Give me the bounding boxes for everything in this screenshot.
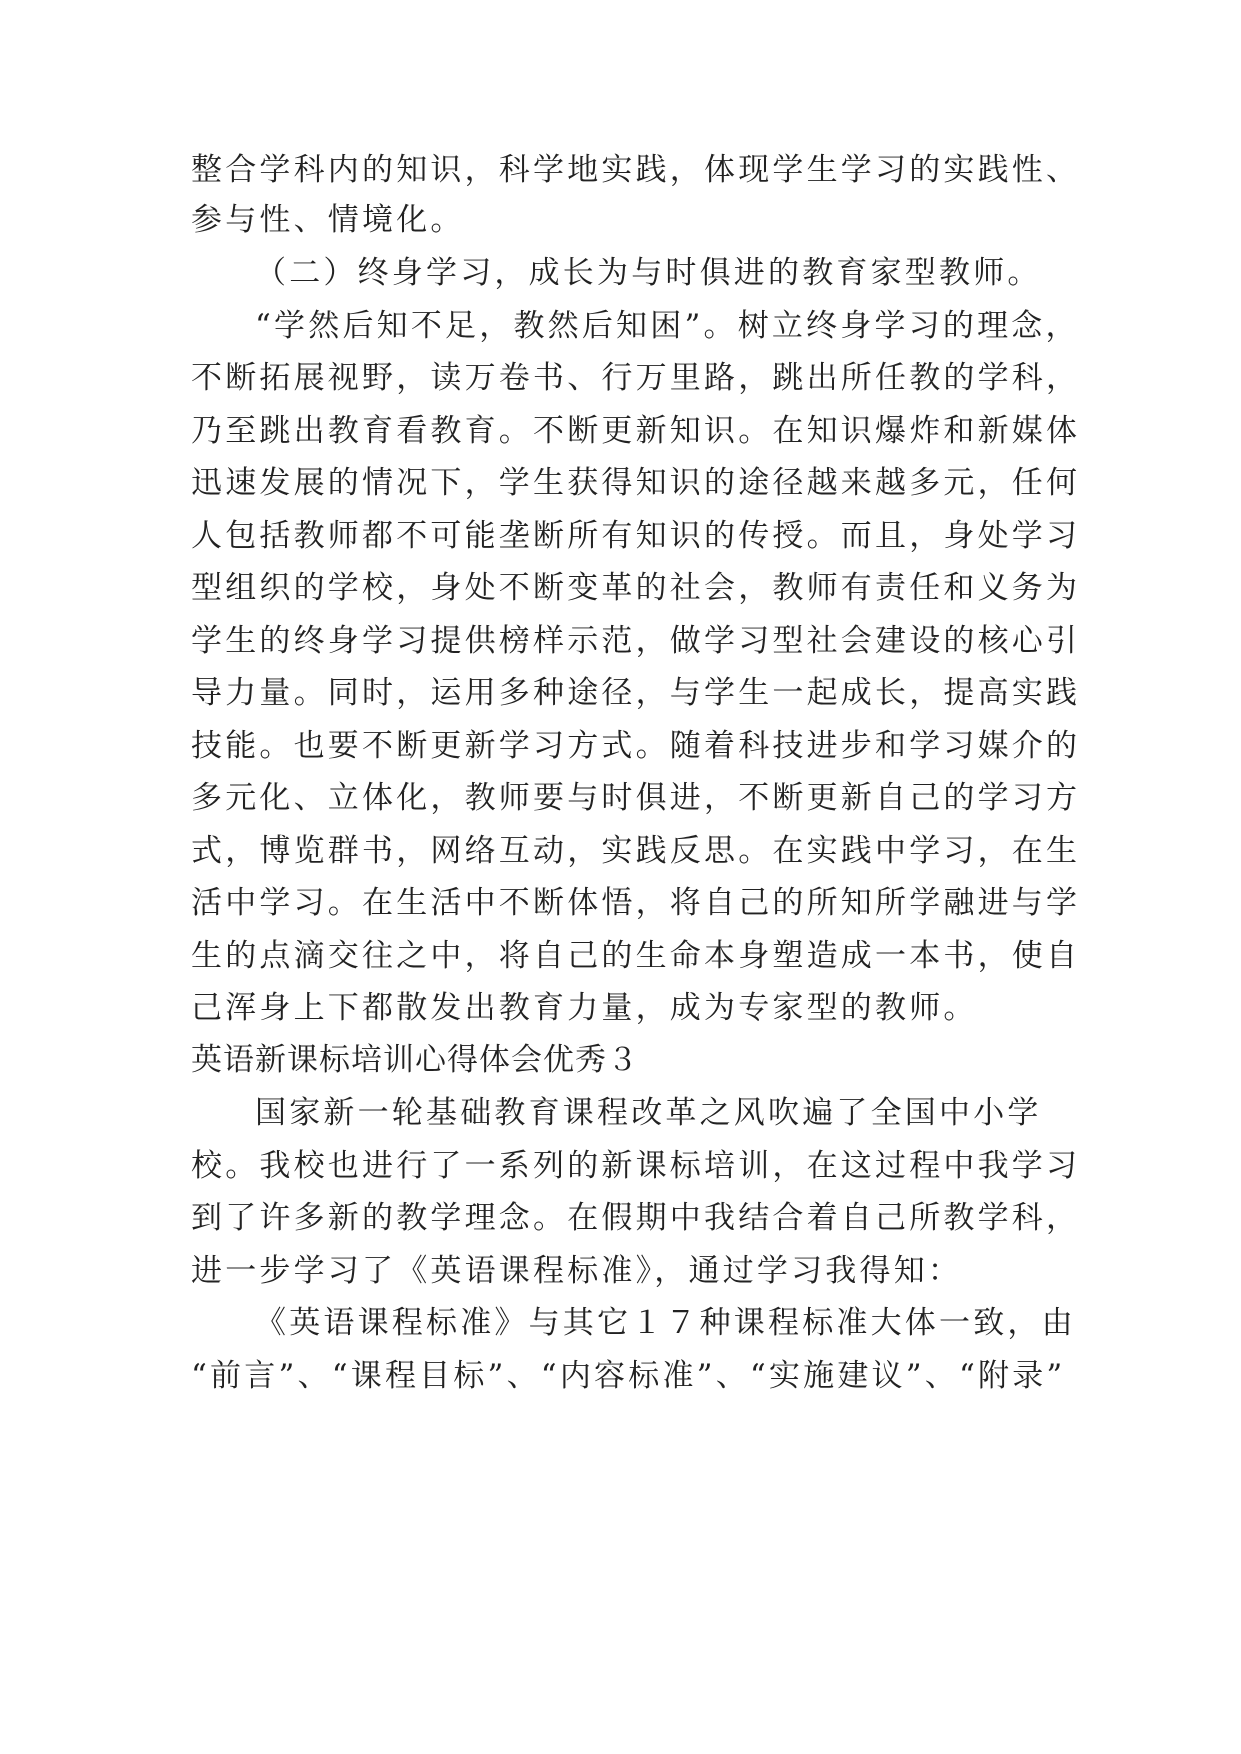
article-title: 英语新课标培训心得体会优秀３ (191, 1042, 639, 1078)
body-text-line: 人包括教师都不可能垄断所有知识的传授。而且，身处学习 (191, 518, 1081, 554)
body-text-line: 国家新一轮基础教育课程改革之风吹遍了全国中小学 (255, 1095, 1042, 1131)
body-text-line: 型组织的学校，身处不断变革的社会，教师有责任和义务为 (191, 570, 1081, 606)
body-text-line: 整合学科内的知识，科学地实践，体现学生学习的实践性、 (191, 152, 1081, 188)
body-text-line: 参与性、情境化。 (191, 202, 465, 238)
body-text-line: 到了许多新的教学理念。在假期中我结合着自己所教学科， (191, 1200, 1081, 1236)
body-text-line: 活中学习。在生活中不断体悟，将自己的所知所学融进与学 (191, 885, 1081, 921)
body-text-line: 校。我校也进行了一系列的新课标培训，在这过程中我学习 (191, 1148, 1081, 1184)
body-text-line: 乃至跳出教育看教育。不断更新知识。在知识爆炸和新媒体 (191, 413, 1081, 449)
body-text-line: 进一步学习了《英语课程标准》，通过学习我得知： (191, 1253, 963, 1289)
body-text-line: 己浑身上下都散发出教育力量，成为专家型的教师。 (191, 990, 978, 1026)
body-text-line: 生的点滴交往之中，将自己的生命本身塑造成一本书，使自 (191, 938, 1081, 974)
body-text-line: “学然后知不足，教然后知困”。树立终身学习的理念， (255, 308, 1080, 344)
body-text-line: 式，博览群书，网络互动，实践反思。在实践中学习，在生 (191, 833, 1081, 869)
body-text-line: 导力量。同时，运用多种途径，与学生一起成长，提高实践 (191, 675, 1081, 711)
body-text-line: 《英语课程标准》与其它１７种课程标准大体一致，由 (255, 1305, 1076, 1341)
body-text-line: 技能。也要不断更新学习方式。随着科技进步和学习媒介的 (191, 728, 1081, 764)
body-text-line: 迅速发展的情况下，学生获得知识的途径越来越多元，任何 (191, 465, 1081, 501)
section-heading: （二）终身学习，成长为与时俱进的教育家型教师。 (255, 255, 1042, 291)
body-text-line: 学生的终身学习提供榜样示范，做学习型社会建设的核心引 (191, 623, 1081, 659)
body-text-line: “前言”、“课程目标”、“内容标准”、“实施建议”、“附录” (191, 1358, 1066, 1394)
body-text-line: 不断拓展视野，读万卷书、行万里路，跳出所任教的学科， (191, 360, 1081, 396)
body-text-line: 多元化、立体化，教师要与时俱进，不断更新自己的学习方 (191, 780, 1081, 816)
